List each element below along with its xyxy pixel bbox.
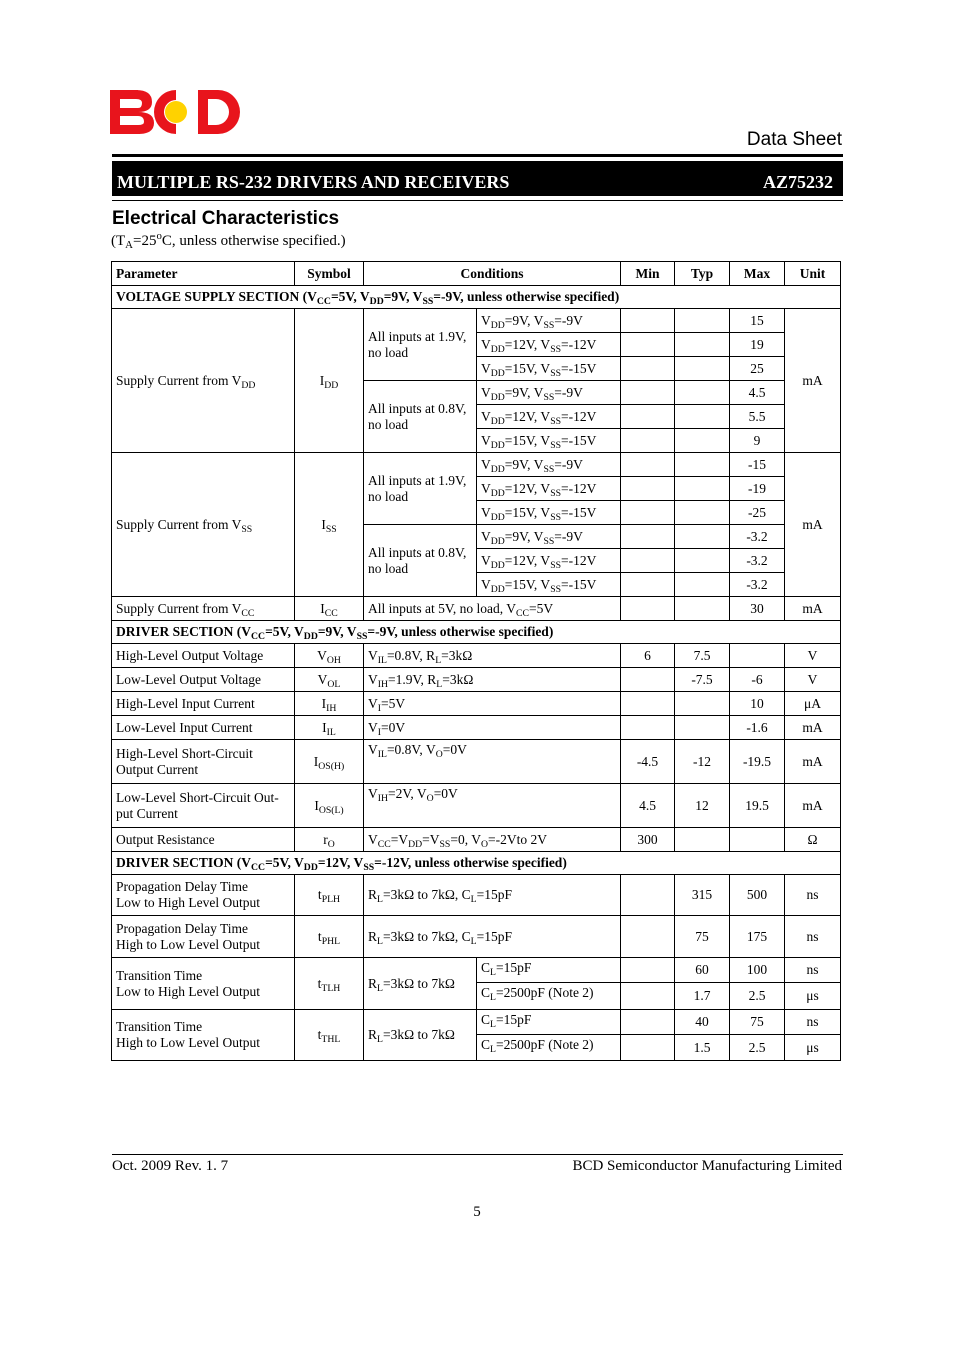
table-row bbox=[112, 784, 841, 828]
table-row bbox=[112, 916, 841, 958]
cond-idd-a: All inputs at 1.9V, no load bbox=[364, 309, 477, 381]
unit-iss: mA bbox=[785, 453, 841, 597]
max-value: -25 bbox=[730, 501, 785, 525]
symbol-icc: $I_{CC}$ bbox=[295, 597, 364, 621]
max-value: 175 bbox=[730, 916, 785, 958]
symbol-idd: $I_{DD}$ bbox=[295, 309, 364, 453]
max-value: 2.5 bbox=[730, 1035, 785, 1061]
table-row bbox=[112, 828, 841, 852]
subcond: $V_{DD}=12V$, $V_{SS}=-12V$ bbox=[477, 405, 621, 429]
unit: ns bbox=[785, 1010, 841, 1035]
subcond: $V_{DD}=12V$, $V_{SS}=-12V$ bbox=[477, 333, 621, 357]
param-voh: High-Level Output Voltage bbox=[112, 644, 295, 668]
max-value: -1.6 bbox=[730, 716, 785, 740]
cond-iss-b: All inputs at 0.8V, no load bbox=[364, 525, 477, 597]
table-row bbox=[112, 668, 841, 692]
param-ttlh: Transition Time Low to High Level Output bbox=[112, 958, 295, 1010]
typ-value: -12 bbox=[675, 740, 730, 784]
symbol-voh: $V_{OH}$ bbox=[295, 644, 364, 668]
symbol-iosl: $I_{OS(L)}$ bbox=[295, 784, 364, 828]
param-ro: Output Resistance bbox=[112, 828, 295, 852]
param-iih: High-Level Input Current bbox=[112, 692, 295, 716]
max-value: 100 bbox=[730, 958, 785, 983]
typ-value: 12 bbox=[675, 784, 730, 828]
max-value: -3.2 bbox=[730, 573, 785, 597]
table-row bbox=[112, 740, 841, 784]
footer-rule bbox=[112, 1154, 843, 1155]
symbol-tthl: $t_{THL}$ bbox=[295, 1010, 364, 1061]
symbol-tphl: $t_{PHL}$ bbox=[295, 916, 364, 958]
cond-ro: $V_{CC}=V_{DD}=V_{SS}=0$, $V_O=-2Vto$ 2V bbox=[364, 828, 621, 852]
document-title: MULTIPLE RS-232 DRIVERS AND RECEIVERS bbox=[117, 172, 510, 192]
subcond: $V_{DD}=9V$, $V_{SS}=-9V$ bbox=[477, 453, 621, 477]
subcond: $V_{DD}=12V$, $V_{SS}=-12V$ bbox=[477, 549, 621, 573]
symbol-ro: $r_O$ bbox=[295, 828, 364, 852]
section-driver-12v: DRIVER SECTION ($V_{CC}=5V$, $V_{DD}=12V$, $V_{SS}=-12V$, unless otherwise specified) bbox=[112, 852, 841, 875]
unit: ns bbox=[785, 916, 841, 958]
typ-value: 7.5 bbox=[675, 644, 730, 668]
cond-iih: $V_I=5V$ bbox=[364, 692, 621, 716]
table-row bbox=[112, 453, 841, 477]
param-tphl: Propagation Delay Time High to Low Level Output bbox=[112, 916, 295, 958]
cond-iil: $V_I=0V$ bbox=[364, 716, 621, 740]
page-number: 5 bbox=[473, 1204, 481, 1220]
max-value: 4.5 bbox=[730, 381, 785, 405]
footer-date-revision: Oct. 2009 Rev. 1. 7 bbox=[112, 1158, 229, 1174]
unit: mA bbox=[785, 784, 841, 828]
cond-icc: All inputs at 5V, no load, $V_{CC}=5V$ bbox=[364, 597, 621, 621]
table-row bbox=[112, 716, 841, 740]
symbol-ttlh: $t_{TLH}$ bbox=[295, 958, 364, 1010]
cond-iosl: $V_{IH}=2V$, $V_O=0V$ bbox=[364, 784, 621, 828]
unit: μs bbox=[785, 983, 841, 1010]
header-max: Max bbox=[730, 262, 785, 286]
symbol-tplh: $t_{PLH}$ bbox=[295, 875, 364, 916]
subcond: $C_L=2500pF$ (Note 2) bbox=[477, 983, 621, 1010]
table-header-row bbox=[112, 262, 841, 286]
subcond: $C_L=15pF$ bbox=[477, 1010, 621, 1035]
typ-value: 60 bbox=[675, 958, 730, 983]
max-value: 19 bbox=[730, 333, 785, 357]
conditions-note: ($T_A=25^oC$, unless otherwise specified.) bbox=[111, 230, 346, 251]
subcond: $V_{DD}=9V$, $V_{SS}=-9V$ bbox=[477, 309, 621, 333]
max-value: 2.5 bbox=[730, 983, 785, 1010]
section-heading: Electrical Characteristics bbox=[112, 208, 340, 229]
param-idd: Supply Current from $V_{DD}$ bbox=[112, 309, 295, 453]
doc-type-label: Data Sheet bbox=[746, 129, 842, 150]
unit: V bbox=[785, 644, 841, 668]
max-value: 10 bbox=[730, 692, 785, 716]
param-iil: Low-Level Input Current bbox=[112, 716, 295, 740]
header-rule bbox=[112, 154, 843, 157]
cond-tphl: $R_L=3k\Omega$ to 7kΩ, $C_L=15pF$ bbox=[364, 916, 621, 958]
typ-value: 1.7 bbox=[675, 983, 730, 1010]
max-value: 9 bbox=[730, 429, 785, 453]
table-row bbox=[112, 309, 841, 333]
max-value: -3.2 bbox=[730, 525, 785, 549]
typ-value: 1.5 bbox=[675, 1035, 730, 1061]
symbol-iss: $I_{SS}$ bbox=[295, 453, 364, 597]
cond-ttlh: $R_L=3k\Omega$ to 7kΩ bbox=[364, 958, 477, 1010]
title-underline bbox=[112, 200, 843, 201]
cond-tthl: $R_L=3k\Omega$ to 7kΩ bbox=[364, 1010, 477, 1061]
typ-value: 75 bbox=[675, 916, 730, 958]
unit: mA bbox=[785, 597, 841, 621]
param-tplh: Propagation Delay Time Low to High Level Output bbox=[112, 875, 295, 916]
unit: ns bbox=[785, 958, 841, 983]
max-value: 15 bbox=[730, 309, 785, 333]
header-parameter: Parameter bbox=[112, 262, 295, 286]
header-min: Min bbox=[621, 262, 675, 286]
subcond: $V_{DD}=15V$, $V_{SS}=-15V$ bbox=[477, 357, 621, 381]
param-iosh: High-Level Short-Circuit Output Current bbox=[112, 740, 295, 784]
table-row bbox=[112, 597, 841, 621]
subcond: $V_{DD}=9V$, $V_{SS}=-9V$ bbox=[477, 381, 621, 405]
section-voltage-supply: VOLTAGE SUPPLY SECTION ($V_{CC}=5V$, $V_{DD}=9V$, $V_{SS}=-9V$, unless otherwise specified) bbox=[112, 286, 841, 309]
footer-company: BCD Semiconductor Manufacturing Limited bbox=[572, 1158, 842, 1174]
subcond: $C_L=15pF$ bbox=[477, 958, 621, 983]
min-value: 4.5 bbox=[621, 784, 675, 828]
table-row bbox=[112, 1010, 841, 1035]
cond-voh: $V_{IL}=0.8V$, $R_L=3k\Omega$ bbox=[364, 644, 621, 668]
header-conditions: Conditions bbox=[364, 262, 621, 286]
max-value: -15 bbox=[730, 453, 785, 477]
header-symbol: Symbol bbox=[295, 262, 364, 286]
part-number: AZ75232 bbox=[762, 172, 833, 192]
unit-idd: mA bbox=[785, 309, 841, 453]
bcd-logo bbox=[110, 88, 242, 136]
table-row bbox=[112, 875, 841, 916]
header-typ: Typ bbox=[675, 262, 730, 286]
subcond: $V_{DD}=15V$, $V_{SS}=-15V$ bbox=[477, 501, 621, 525]
max-value: -19 bbox=[730, 477, 785, 501]
max-value: 75 bbox=[730, 1010, 785, 1035]
param-tthl: Transition Time High to Low Level Output bbox=[112, 1010, 295, 1061]
param-iss: Supply Current from $V_{SS}$ bbox=[112, 453, 295, 597]
symbol-vol: $V_{OL}$ bbox=[295, 668, 364, 692]
cond-tplh: $R_L=3k\Omega$ to 7kΩ, $C_L=15pF$ bbox=[364, 875, 621, 916]
subcond: $C_L=2500pF$ (Note 2) bbox=[477, 1035, 621, 1061]
electrical-characteristics-table bbox=[111, 261, 841, 1061]
unit: μs bbox=[785, 1035, 841, 1061]
header-unit: Unit bbox=[785, 262, 841, 286]
unit: μA bbox=[785, 692, 841, 716]
title-bar bbox=[112, 161, 843, 196]
typ-value: -7.5 bbox=[675, 668, 730, 692]
unit: V bbox=[785, 668, 841, 692]
table-row bbox=[112, 644, 841, 668]
typ-value: 315 bbox=[675, 875, 730, 916]
typ-value: 40 bbox=[675, 1010, 730, 1035]
symbol-iih: $I_{IH}$ bbox=[295, 692, 364, 716]
param-icc: Supply Current from $V_{CC}$ bbox=[112, 597, 295, 621]
max-value: -3.2 bbox=[730, 549, 785, 573]
max-value: 500 bbox=[730, 875, 785, 916]
cond-idd-b: All inputs at 0.8V, no load bbox=[364, 381, 477, 453]
section-driver-9v: DRIVER SECTION ($V_{CC}=5V$, $V_{DD}=9V$, $V_{SS}=-9V$, unless otherwise specified) bbox=[112, 621, 841, 644]
unit: mA bbox=[785, 740, 841, 784]
unit: Ω bbox=[785, 828, 841, 852]
table-row bbox=[112, 692, 841, 716]
subcond: $V_{DD}=12V$, $V_{SS}=-12V$ bbox=[477, 477, 621, 501]
min-value: 300 bbox=[621, 828, 675, 852]
cond-vol: $V_{IH}=1.9V$, $R_L=3k\Omega$ bbox=[364, 668, 621, 692]
cond-iosh: $V_{IL}=0.8V$, $V_O=0V$ bbox=[364, 740, 621, 784]
param-iosl: Low-Level Short-Circuit Out- put Current bbox=[112, 784, 295, 828]
max-value: -19.5 bbox=[730, 740, 785, 784]
min-value: 6 bbox=[621, 644, 675, 668]
max-value: 5.5 bbox=[730, 405, 785, 429]
subcond: $V_{DD}=15V$, $V_{SS}=-15V$ bbox=[477, 429, 621, 453]
table-row bbox=[112, 958, 841, 983]
max-value: -6 bbox=[730, 668, 785, 692]
param-vol: Low-Level Output Voltage bbox=[112, 668, 295, 692]
min-value: -4.5 bbox=[621, 740, 675, 784]
unit: ns bbox=[785, 875, 841, 916]
subcond: $V_{DD}=15V$, $V_{SS}=-15V$ bbox=[477, 573, 621, 597]
symbol-iosh: $I_{OS(H)}$ bbox=[295, 740, 364, 784]
max-value: 19.5 bbox=[730, 784, 785, 828]
subcond: $V_{DD}=9V$, $V_{SS}=-9V$ bbox=[477, 525, 621, 549]
unit: mA bbox=[785, 716, 841, 740]
cond-iss-a: All inputs at 1.9V, no load bbox=[364, 453, 477, 525]
symbol-iil: $I_{IL}$ bbox=[295, 716, 364, 740]
max-value: 30 bbox=[730, 597, 785, 621]
max-value: 25 bbox=[730, 357, 785, 381]
